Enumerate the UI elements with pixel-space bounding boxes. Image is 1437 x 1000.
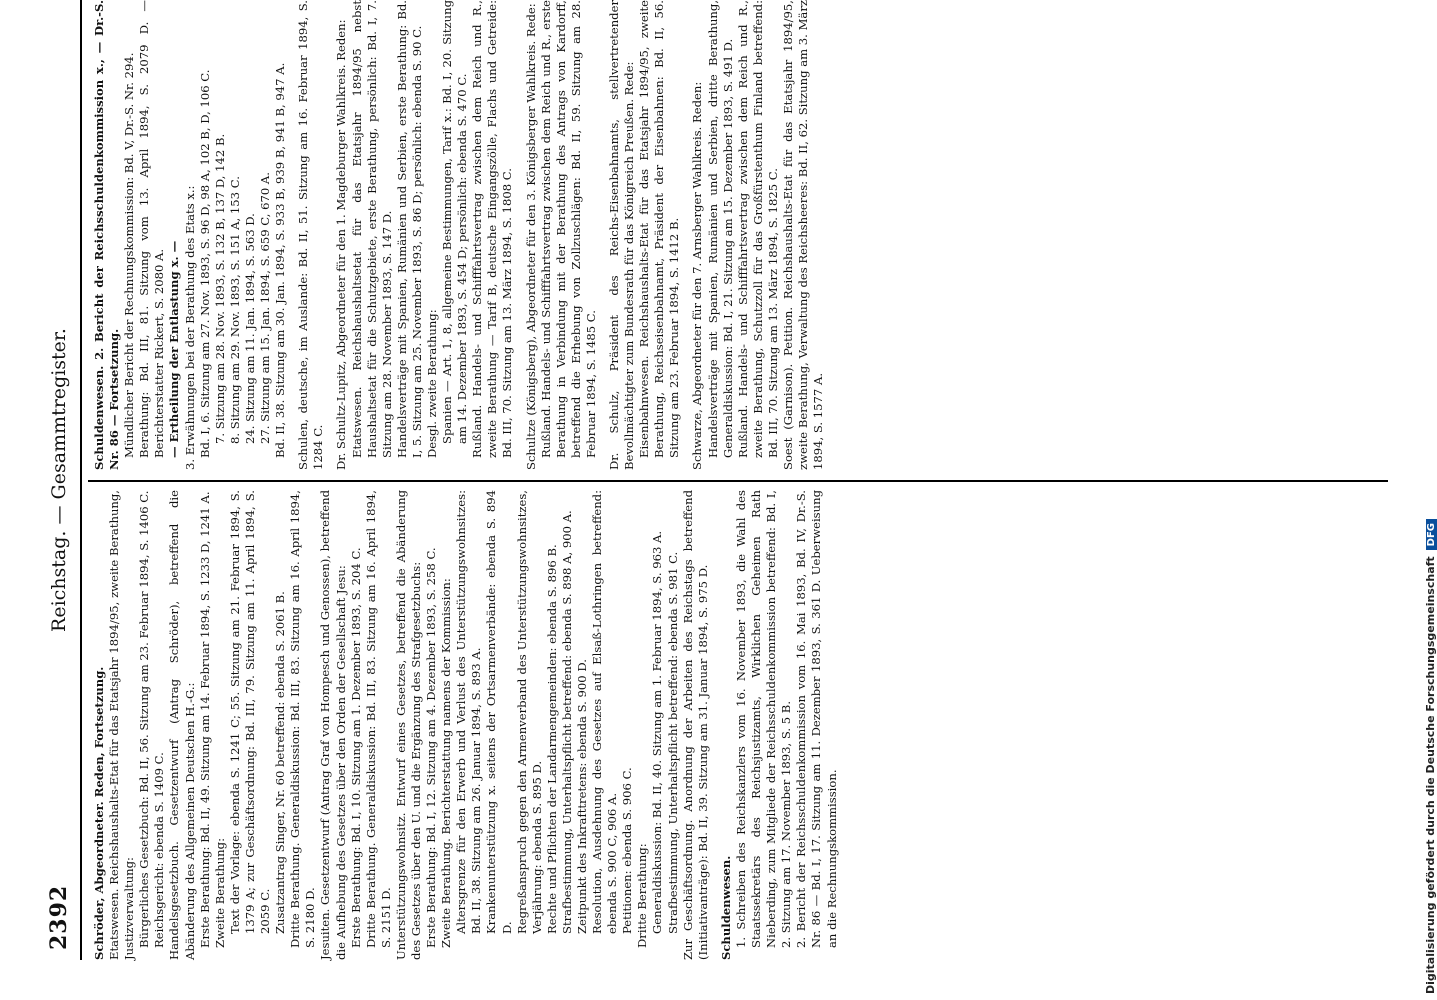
entry: Zeitpunkt des Inkrafttretens: ebenda S. 900 D. <box>575 659 589 934</box>
entry: Strafbestimmung, Unterhaltspflicht betreffend: ebenda S. 981 C. <box>665 551 680 934</box>
entry: Dr. Schultz-Lupitz, Abgeordneter für den 1. Magdeburger Wahlkreis. Reden: <box>334 19 349 470</box>
entry: Dr. Schulz, Präsident des Reichs-Eisenbahnamts, stellvertretender Bevollmächtigter zum Bundesrath für das Königreich Preußen. Rede: <box>607 0 637 470</box>
entry: Schwarze, Abgeordneter für den 7. Arnsberger Wahlkreis. Reden: <box>690 81 705 470</box>
entry: 3. Erwähnungen bei der Berathung des Etats x.: <box>182 185 197 470</box>
column-divider <box>88 480 1388 482</box>
entry: Bürgerliches Gesetzbuch: Bd. II, 56. Sitzung am 23. Februar 1894, S. 1406 C. <box>137 490 152 948</box>
entry: Eisenbahnwesen. Reichshaushalts-Etat für das Etatsjahr 1894/95, zweite Berathung, Reichseisenbahnamt, Präsident der Eisenbahnen: Bd. II, 56. Sitzung am 23. Februar 1894, S. 1412 B. <box>637 0 682 458</box>
funding-sidebar <box>1404 0 1437 1000</box>
entry: Erste Berathung: Bd. II, 49. Sitzung am 14. Februar 1894, S. 1233 D, 1241 A. <box>197 491 212 948</box>
entry-heading: Schröder, Abgeordneter. Reden, Fortsetzung. <box>92 666 106 960</box>
entry: Schultze (Königsberg), Abgeordneter für den 3. Königsberger Wahlkreis. Rede: <box>523 3 538 470</box>
entry-heading: Schuldenwesen. 2. Bericht der Reichsschuldenkommission x., — Dr.-S. Nr. 86 — Fortsetzung. <box>92 0 122 470</box>
entry: Mündlicher Bericht der Rechnungskommission: Bd. V, Dr.-S. Nr. 294. <box>122 52 137 458</box>
page-header <box>40 0 80 960</box>
entry: Unterstützungswohnsitz. Entwurf eines Gesetzes, betreffend die Abänderung des Gesetzes über den U. und die Ergänzung des Strafgesetzbuchs: <box>393 490 423 960</box>
entry: — Ertheilung der Entlastung x. — <box>167 240 182 458</box>
entry: Desgl. zweite Berathung: <box>424 309 439 458</box>
entry: Schulen, deutsche, im Auslande: Bd. II, 51. Sitzung am 16. Februar 1894, S. 1284 C. <box>296 0 326 470</box>
entry: Bd. II, 38. Sitzung am 30. Jan. 1894, S. 933 B, 939 B, 941 B, 947 A. <box>273 62 288 458</box>
entry: Zweite Berathung. Berichterstattung namens der Kommission: <box>439 578 454 948</box>
funding-text: Digitalisierung gefördert durch die Deutsche Forschungsgemeinschaft <box>1424 556 1437 994</box>
entry: Handelsgesetzbuch. Gesetzentwurf (Antrag Schröder), betreffend die Abänderung des Allgemeinen Deutschen H.-G.: <box>167 490 197 960</box>
entry: Berathung: Bd. III, 81. Sitzung vom 13. April 1894, S. 2079 D. — Berichterstatter Rickert, S. 2080 A. <box>137 0 167 458</box>
entry: Rußland. Handels- und Schifffahrtsvertrag zwischen dem Reich und R., zweite Berathung, Schutzzoll für das Großfürstenthum Finland betreffend: Bd. III, 70. Sitzung am 13. März 1894, S. 1825 C. <box>735 0 780 458</box>
funding-note <box>1424 519 1437 994</box>
entry: Rußland. Handels- und Schifffahrtsvertrag zwischen dem Reich und R., erste Berathung in Verbindung mit der Berathung des Antrags von Kardorff, betreffend die Erhebung von Zollzuschlägen: Bd. II, 59. Sitzung am 28. Februar 1894, S. 1485 C. <box>538 0 598 458</box>
entry: Strafbestimmung, Unterhaltspflicht betreffend: ebenda S. 898 A, 900 A. <box>559 510 574 934</box>
rotated-text-body <box>40 0 1410 960</box>
entry: Etatswesen. Reichshaushaltsetat für das Etatsjahr 1894/95 nebst Haushaltsetat für die Schutzgebiete, erste Berathung, persönlich: Bd. I, 7. Sitzung am 28. November 1893, S. 147 D. <box>349 0 394 458</box>
header-rule <box>80 0 82 960</box>
entry: Reichsgericht: ebenda S. 1409 C. <box>152 752 167 948</box>
entry: Dritte Berathung: <box>635 843 650 948</box>
entry: Dritte Berathung. Generaldiskussion: Bd. III, 83. Sitzung am 16. April 1894, S. 2151 D. <box>363 490 393 948</box>
entry: 1. Schreiben des Reichskanzlers vom 16. November 1893, die Wahl des Staatssekretärs des Reichsjustizamts, Wirklichen Geheimen Rath Nieberding, zum Mitgliede der Reichsschuldenkommission betreffend: Bd. I, 2. Sitzung am 17. November 1893, S. 5 B. <box>733 490 794 948</box>
entry: Rechte und Pflichten der Landarmengemeinden: ebenda S. 896 B. <box>544 544 559 934</box>
entry: Petitionen: ebenda S. 906 C. <box>620 767 635 934</box>
entry: 24. Sitzung am 11. Jan. 1894, S. 563 D. <box>242 213 257 444</box>
entry: Zur Geschäftsordnung. Anordnung der Arbeiten des Reichstags betreffend (Initiativanträge): Bd. II, 39. Sitzung am 31. Januar 1894, S. 975 D. <box>680 490 710 960</box>
entry: Handelsverträge mit Spanien, Rumänien und Serbien, erste Berathung: Bd. I, 5. Sitzung am 25. November 1893, S. 86 D; persönlich: ebenda S. 90 C. <box>394 0 424 458</box>
dfg-logo: DFG <box>1426 519 1437 550</box>
entry: 7. Sitzung am 28. Nov. 1893, S. 132 B, 137 D, 142 B. <box>212 133 227 444</box>
entry: Dritte Berathung. Generaldiskussion: Bd. III, 83. Sitzung am 16. April 1894, S. 2180 D. <box>288 490 318 948</box>
page-number: 2392 <box>46 884 72 950</box>
entry: Erste Berathung: Bd. I, 12. Sitzung am 4. Dezember 1893, S. 258 C. <box>424 547 439 948</box>
entry: Soest (Garnison). Petition. Reichshaushalts-Etat für das Etatsjahr 1894/95, zweite Berathung, Verwaltung des Reichsheeres: Bd. II, 62. Sitzung am 3. März 1894, S. 1577 A. <box>781 0 826 470</box>
entry: Spanien — Art. 1, 8, allgemeine Bestimmungen, Tarif x.: Bd. I, 20. Sitzung am 14. Dezember 1893, S. 454 D; persönlich: ebenda S. 470 C. <box>440 0 470 444</box>
entry: Krankenunterstützung x. seitens der Ortsarmenverbände: ebenda S. 894 D. <box>484 490 514 934</box>
entry: Zusatzantrag Singer, Nr. 60 betreffend: ebenda S. 2061 B. <box>273 591 288 934</box>
entry: Rußland. Handels- und Schifffahrtsvertrag zwischen dem Reich und R., zweite Berathung — Tarif B, deutsche Eingangszölle, Flachs und Getreide: Bd. III, 70. Sitzung am 13. März 1894, S. 1808 C. <box>470 0 515 458</box>
entry: Generaldiskussion: Bd. II, 40. Sitzung am 1. Februar 1894, S. 963 A. <box>650 530 665 934</box>
entry: 2. Bericht der Reichsschuldenkommission vom 16. Mai 1893, Bd. IV, Dr.-S. Nr. 86 — Bd. I, 17. Sitzung am 11. Dezember 1893, S. 361 D. Ueberweisung an die Rechnungskommission. <box>794 490 839 948</box>
left-column <box>92 490 840 960</box>
right-column <box>92 0 826 470</box>
entry: Etatswesen. Reichshaushalts-Etat für das Etatsjahr 1894/95, zweite Berathung, Justizverwaltung: <box>107 490 137 960</box>
entry-heading: Schuldenwesen. <box>718 855 733 960</box>
entry: Erste Berathung: Bd. I, 10. Sitzung am 1. Dezember 1893, S. 204 C. <box>348 547 363 948</box>
entry: Altersgrenze für den Erwerb und Verlust des Unterstützungswohnsitzes: Bd. II, 38. Sitzung am 26. Januar 1894, S. 893 A. <box>454 490 484 934</box>
entry: Bd. I, 6. Sitzung am 27. Nov. 1893, S. 96 D, 98 A, 102 B, D, 106 C. <box>197 69 212 458</box>
entry: 8. Sitzung am 29. Nov. 1893, S. 151 A, 153 C. <box>227 176 242 444</box>
entry: Jesuiten. Gesetzentwurf (Antrag Graf von Hompesch und Genossen), betreffend die Aufhebung des Gesetzes über den Orden der Gesellschaft Jesu: <box>318 490 348 960</box>
entry: Resolution, Ausdehnung des Gesetzes auf Elsaß-Lothringen betreffend: ebenda S. 900 C, 906 A. <box>590 490 620 934</box>
entry: Zweite Berathung: <box>212 838 227 948</box>
entry: Regreßanspruch gegen den Armenverband des Unterstützungswohnsitzes, Verjährung: ebenda S. 895 D. <box>514 490 544 934</box>
entry: Handelsverträge mit Spanien, Rumänien und Serbien, dritte Berathung, Generaldiskussion: Bd. I, 21. Sitzung am 15. Dezember 1893, S. 491 D. <box>705 0 735 458</box>
running-head: Reichstag. — Gesammtregister. <box>48 328 70 632</box>
entry: Text der Vorlage: ebenda S. 1241 C; 55. Sitzung am 21. Februar 1894, S. 1379 A; zur Geschäftsordnung: Bd. III, 79. Sitzung am 11. April 1894, S. 2059 C. <box>227 490 273 934</box>
entry: 27. Sitzung am 15. Jan. 1894, S. 659 C, 670 A. <box>258 172 273 444</box>
